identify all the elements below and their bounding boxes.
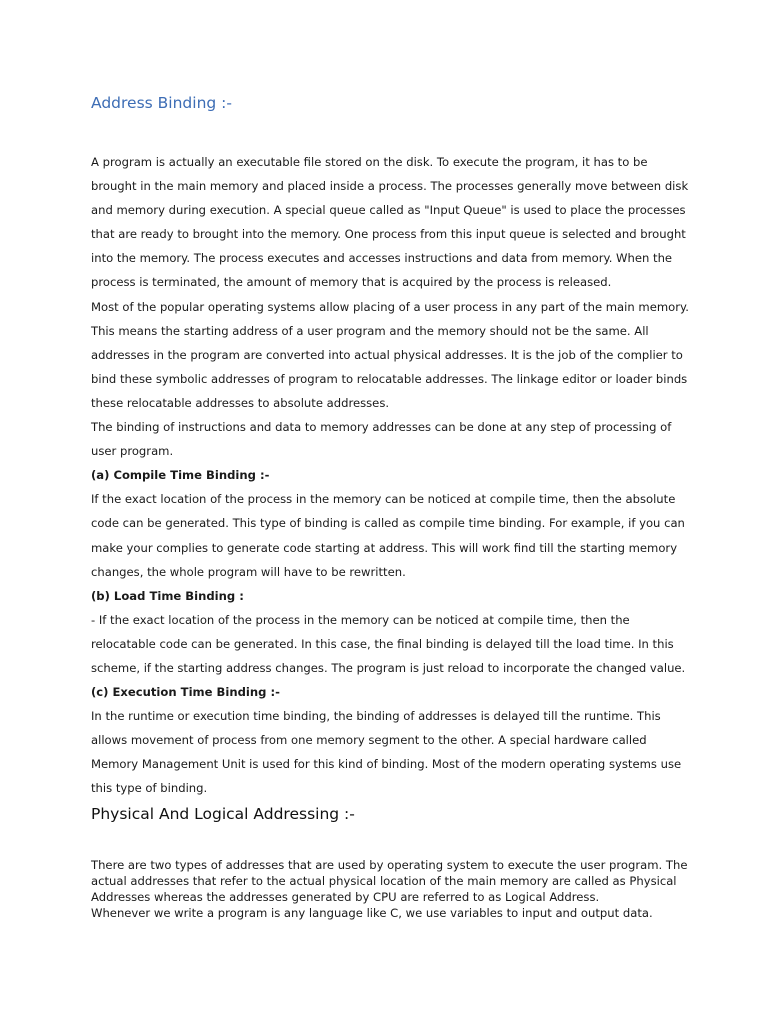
paragraph-line: relocatable code can be generated. In this case, the final binding is delayed till the load time. In this — [91, 636, 674, 651]
heading-physical-logical-addressing: Physical And Logical Addressing :- — [91, 805, 355, 823]
paragraph-line: This means the starting address of a user program and the memory should not be the same. All — [91, 323, 649, 338]
paragraph-line: In the runtime or execution time binding, the binding of addresses is delayed till the runtime. This — [91, 709, 661, 724]
paragraph-line: Memory Management Unit is used for this kind of binding. Most of the modern operating systems use — [91, 757, 682, 772]
paragraph-line: Whenever we write a program is any language like C, we use variables to input and output data. — [91, 906, 653, 920]
paragraph-line: user program. — [91, 444, 174, 459]
paragraph-line: these relocatable addresses to absolute addresses. — [91, 395, 390, 410]
paragraph-line: The binding of instructions and data to memory addresses can be done at any step of processing of — [91, 420, 672, 435]
paragraph-line: Most of the popular operating systems allow placing of a user process in any part of the main memory. — [91, 299, 689, 314]
subheading-load-time-binding: (b) Load Time Binding : — [91, 588, 244, 603]
paragraph-line: scheme, if the starting address changes. The program is just reload to incorporate the changed value. — [91, 660, 686, 675]
paragraph-line: process is terminated, the amount of memory that is acquired by the process is released. — [91, 275, 612, 290]
paragraph-line: and memory during execution. A special queue called as "Input Queue" is used to place the processes — [91, 203, 686, 218]
paragraph-line: changes, the whole program will have to be rewritten. — [91, 564, 406, 579]
heading-address-binding: Address Binding :- — [91, 94, 232, 112]
paragraph-line: bind these symbolic addresses of program to relocatable addresses. The linkage editor or loader binds — [91, 371, 688, 386]
paragraph-line: this type of binding. — [91, 781, 208, 796]
address-binding-body — [91, 150, 691, 801]
paragraph-line: A program is actually an executable file stored on the disk. To execute the program, it has to be — [91, 155, 648, 169]
paragraph-line: into the memory. The process executes and accesses instructions and data from memory. When the — [91, 251, 673, 266]
paragraph-line: actual addresses that refer to the actual physical location of the main memory are called as Physical — [91, 874, 677, 888]
subheading-compile-time-binding: (a) Compile Time Binding :- — [91, 468, 270, 483]
paragraph-line: allows movement of process from one memory segment to the other. A special hardware called — [91, 733, 647, 748]
paragraph-line: If the exact location of the process in the memory can be noticed at compile time, then the absolute — [91, 492, 676, 507]
physical-logical-body — [91, 857, 691, 921]
paragraph-line: - If the exact location of the process in the memory can be noticed at compile time, then the — [91, 612, 630, 627]
paragraph-line: There are two types of addresses that are used by operating system to execute the user program. The — [91, 858, 688, 872]
subheading-execution-time-binding: (c) Execution Time Binding :- — [91, 685, 280, 700]
paragraph-line: code can be generated. This type of binding is called as compile time binding. For example, if you can — [91, 516, 685, 531]
paragraph-line: that are ready to brought into the memory. One process from this input queue is selected and brought — [91, 227, 686, 242]
paragraph-line: Addresses whereas the addresses generated by CPU are referred to as Logical Address. — [91, 890, 600, 904]
paragraph-line: make your complies to generate code starting at address. This will work find till the starting memory — [91, 540, 678, 555]
paragraph-line: brought in the main memory and placed inside a process. The processes generally move between disk — [91, 179, 689, 194]
paragraph-line: addresses in the program are converted into actual physical addresses. It is the job of the complier to — [91, 347, 683, 362]
